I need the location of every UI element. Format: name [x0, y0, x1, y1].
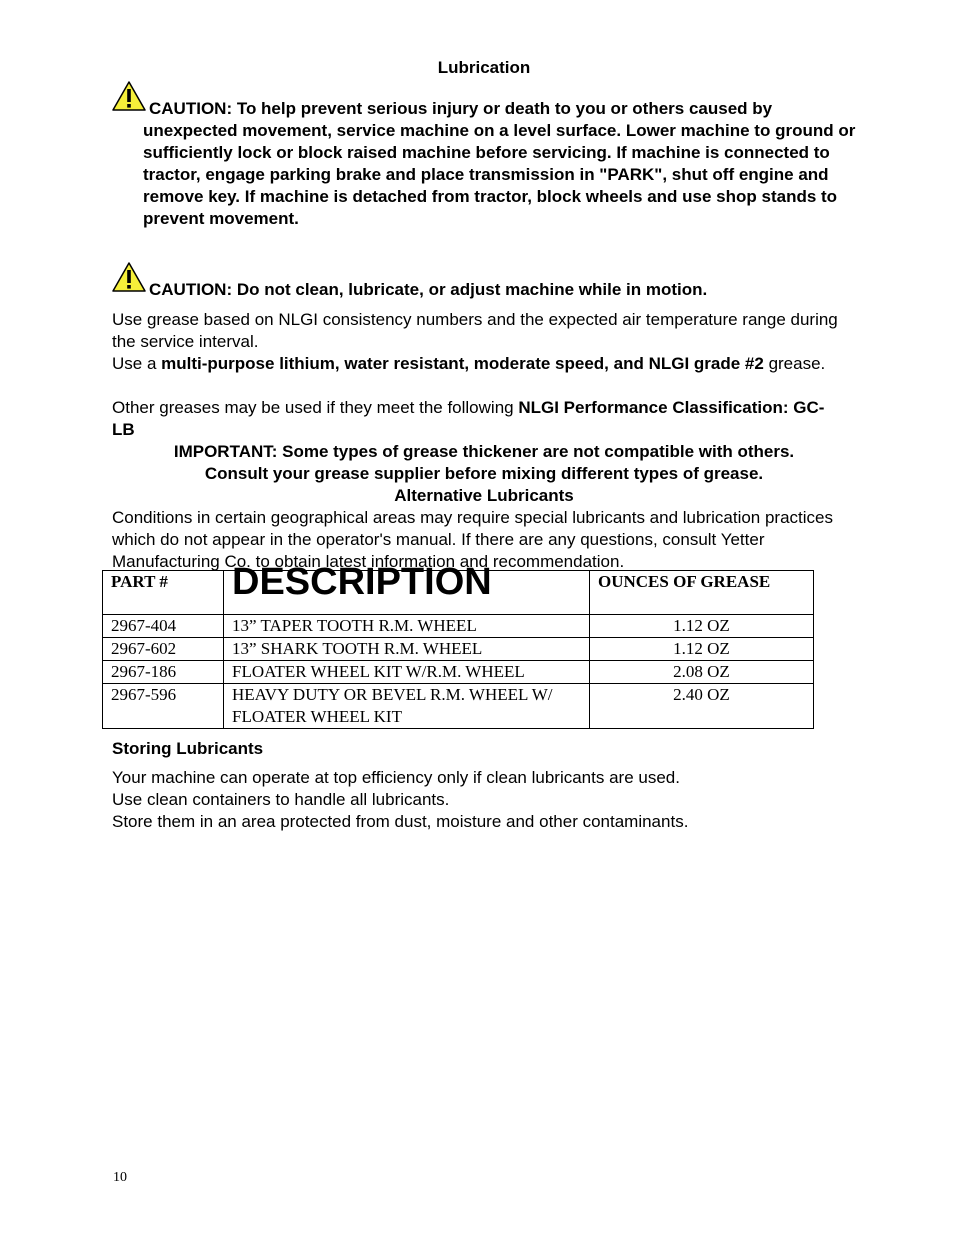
- table-row: [103, 684, 814, 729]
- storing-lubricants-heading: Storing Lubricants: [112, 739, 264, 758]
- header-ounces: OUNCES OF GREASE: [590, 571, 814, 615]
- storing-line: Use clean containers to handle all lubricants.: [112, 790, 450, 809]
- warning-icon: [111, 261, 147, 293]
- grease-type-prefix: Use a: [112, 354, 162, 373]
- page-number: 10: [113, 1170, 127, 1185]
- performance-classification: NLGI Performance Classification: GC-LB: [112, 398, 825, 439]
- storing-line: Your machine can operate at top efficiency only if clean lubricants are used.: [112, 768, 680, 787]
- description-cell: 13” TAPER TOOTH R.M. WHEEL: [224, 615, 590, 638]
- alternative-lubricants-heading: Alternative Lubricants: [394, 486, 574, 505]
- grease-table: [102, 561, 814, 729]
- warning-icon: [111, 80, 147, 112]
- table-row: [103, 615, 814, 638]
- ounces-cell: 2.40 OZ: [590, 684, 814, 729]
- description-cell: 13” SHARK TOOTH R.M. WHEEL: [224, 638, 590, 661]
- description-cell: FLOATER WHEEL KIT W/R.M. WHEEL: [224, 661, 590, 684]
- header-part: PART #: [103, 571, 224, 615]
- part-cell: 2967-186: [103, 661, 224, 684]
- header-description: DESCRIPTION: [224, 571, 590, 615]
- storing-line: Store them in an area protected from dust, moisture and other contaminants.: [112, 812, 689, 831]
- ounces-cell: 1.12 OZ: [590, 638, 814, 661]
- grease-para-type: [112, 353, 842, 375]
- grease-type-spec: multi-purpose lithium, water resistant, moderate speed, and NLGI grade #2: [161, 354, 764, 373]
- part-cell: 2967-602: [103, 638, 224, 661]
- grease-type-suffix: grease.: [768, 354, 826, 373]
- caution-motion-text: CAUTION: Do not clean, lubricate, or adjust machine while in motion.: [149, 280, 708, 299]
- caution-warning-text: CAUTION: To help prevent serious injury or death to you or others caused by unexpected movement, service machine on a level surface. Lower machine to ground or sufficiently lock or block raised machine before servicing. If machine is connected to tractor, engage parking brake and place transmission in "PARK", shut off engine and remove key. If machine is detached from tractor, block wheels and use shop stands to prevent movement.: [143, 99, 856, 228]
- ounces-cell: 1.12 OZ: [590, 615, 814, 638]
- table-row: [103, 661, 814, 684]
- grease-para-performance: [112, 397, 842, 441]
- page-title: Lubrication: [437, 58, 531, 77]
- ounces-cell: 2.08 OZ: [590, 661, 814, 684]
- table-header-row: [103, 571, 814, 615]
- part-cell: 2967-404: [103, 615, 224, 638]
- description-cell: HEAVY DUTY OR BEVEL R.M. WHEEL W/ FLOATER WHEEL KIT: [224, 684, 590, 729]
- performance-prefix: Other greases may be used if they meet the following: [112, 398, 519, 417]
- grease-para-nlgi: Use grease based on NLGI consistency numbers and the expected air temperature range during the service interval.: [112, 310, 838, 351]
- part-cell: 2967-596: [103, 684, 224, 729]
- important-line-1: IMPORTANT: Some types of grease thickener are not compatible with others.: [173, 442, 795, 461]
- important-line-2: Consult your grease supplier before mixing different types of grease.: [204, 464, 764, 483]
- table-row: [103, 638, 814, 661]
- alternative-lubricants-text: Conditions in certain geographical areas may require special lubricants and lubrication practices which do not appear in the operator's manual. If there are any questions, consult Yetter Manufacturing Co. to obtain latest information and recommendation.: [112, 508, 833, 571]
